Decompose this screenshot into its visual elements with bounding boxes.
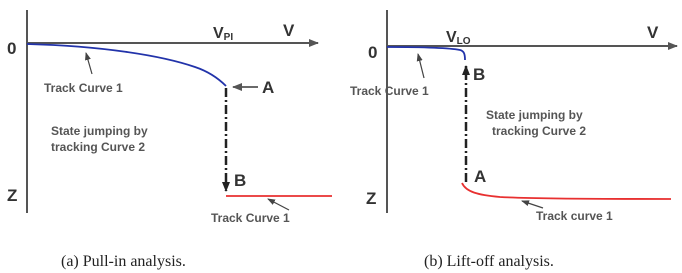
panel-a-track-top-pointer bbox=[86, 53, 92, 74]
panel-a-vpi-label: VPI bbox=[213, 25, 234, 43]
panel-b-point-a: A bbox=[474, 167, 487, 186]
panel-b-track-curve-1 bbox=[387, 47, 465, 60]
panel-a-point-a: A bbox=[262, 78, 275, 97]
panel-a bbox=[7, 10, 332, 270]
panel-a-caption: (a) Pull-in analysis. bbox=[61, 253, 186, 270]
panel-b-jump-text-1: State jumping by bbox=[486, 108, 583, 122]
panel-a-track-curve-top-label: Track Curve 1 bbox=[44, 81, 123, 95]
panel-a-origin-label: 0 bbox=[7, 39, 17, 58]
panel-a-z-label: Z bbox=[7, 186, 18, 205]
panel-a-jump-text-1: State jumping by bbox=[51, 124, 148, 138]
panel-a-track-curve-1 bbox=[27, 44, 226, 86]
panel-a-point-b: B bbox=[234, 171, 247, 190]
panel-b-track-curve-bottom-label: Track curve 1 bbox=[536, 209, 613, 223]
panel-b-point-b: B bbox=[473, 65, 486, 84]
panel-a-track-curve-bottom-label: Track Curve 1 bbox=[211, 211, 290, 225]
panel-b-caption: (b) Lift-off analysis. bbox=[424, 253, 554, 270]
panel-b-track-top-pointer bbox=[418, 54, 424, 78]
panel-b-origin-label: 0 bbox=[368, 43, 378, 62]
panel-b-jump-text-2: tracking Curve 2 bbox=[492, 124, 587, 138]
panel-b-red-curve bbox=[462, 183, 671, 199]
panel-b bbox=[350, 10, 677, 270]
panel-a-jump-text-2: tracking Curve 2 bbox=[51, 140, 146, 154]
panel-a-v-label: V bbox=[283, 21, 295, 40]
panel-a-track-bottom-pointer bbox=[268, 199, 289, 210]
panel-b-track-curve-top-label: Track Curve 1 bbox=[350, 84, 429, 98]
panel-b-track-bottom-pointer bbox=[522, 201, 543, 208]
panel-b-v-label: V bbox=[647, 23, 659, 42]
panel-b-vlo-label: VLO bbox=[446, 29, 471, 47]
panel-b-z-label: Z bbox=[366, 189, 377, 208]
